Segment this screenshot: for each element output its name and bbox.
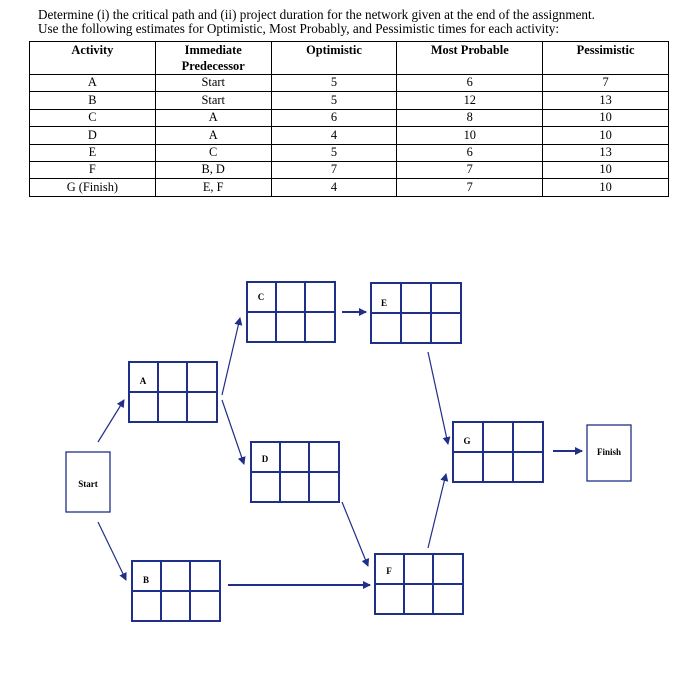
activity-label-g: G — [463, 436, 471, 446]
cell-predecessor: E, F — [155, 179, 271, 196]
activity-node-a — [129, 362, 217, 422]
cell-most-probable: 8 — [397, 109, 543, 126]
cell-predecessor: B, D — [155, 161, 271, 178]
instruction-line-1: Determine (i) the critical path and (ii) project duration for the network given at the end of the assignment. — [38, 7, 595, 22]
cell-pessimistic: 7 — [543, 75, 669, 92]
arrow-a-to-c — [222, 318, 240, 395]
cell-optimistic: 5 — [271, 144, 397, 161]
cell-pessimistic: 13 — [543, 92, 669, 109]
cell-activity: E — [30, 144, 156, 161]
cell-predecessor: C — [155, 144, 271, 161]
instruction-line-2: Use the following estimates for Optimistic, Most Probably, and Pessimistic times for each activity: — [38, 21, 560, 36]
activity-label-d: D — [261, 454, 269, 464]
cell-optimistic: 5 — [271, 75, 397, 92]
arrow-e-to-g — [428, 352, 448, 444]
cell-optimistic: 6 — [271, 109, 397, 126]
cell-optimistic: 5 — [271, 92, 397, 109]
cell-activity: D — [30, 127, 156, 144]
cell-activity: B — [30, 92, 156, 109]
cell-most-probable: 6 — [397, 144, 543, 161]
cell-optimistic: 4 — [271, 127, 397, 144]
cell-activity: F — [30, 161, 156, 178]
cell-most-probable: 7 — [397, 179, 543, 196]
cell-pessimistic: 10 — [543, 109, 669, 126]
cell-activity: C — [30, 109, 156, 126]
activity-label-f: F — [386, 566, 392, 576]
cell-pessimistic: 10 — [543, 161, 669, 178]
arrow-start-to-b — [98, 522, 126, 580]
cell-predecessor: Start — [155, 92, 271, 109]
activity-label-c: C — [257, 292, 265, 302]
activity-label-b: B — [142, 575, 150, 585]
cell-pessimistic: 13 — [543, 144, 669, 161]
cell-optimistic: 7 — [271, 161, 397, 178]
cell-predecessor: A — [155, 127, 271, 144]
cell-predecessor: Start — [155, 75, 271, 92]
header-pessimistic: Pessimistic — [543, 42, 669, 75]
cell-pessimistic: 10 — [543, 179, 669, 196]
cell-most-probable: 12 — [397, 92, 543, 109]
cell-pessimistic: 10 — [543, 127, 669, 144]
arrow-f-to-g — [428, 474, 446, 548]
activity-label-e: E — [380, 298, 388, 308]
cell-activity: G (Finish) — [30, 179, 156, 196]
finish-node-label: Finish — [596, 447, 622, 457]
start-node — [66, 452, 110, 512]
activity-node-f — [375, 554, 463, 614]
activity-label-a: A — [139, 376, 147, 386]
cell-most-probable: 10 — [397, 127, 543, 144]
cell-predecessor: A — [155, 109, 271, 126]
activity-node-g — [453, 422, 543, 482]
cell-most-probable: 6 — [397, 75, 543, 92]
header-activity: Activity — [30, 42, 156, 75]
arrow-d-to-f — [342, 502, 368, 566]
finish-node — [587, 425, 631, 481]
header-predecessor-line2: Predecessor — [181, 59, 245, 73]
start-node-label: Start — [78, 479, 98, 489]
activity-node-d — [251, 442, 339, 502]
activity-node-b — [132, 561, 220, 621]
cell-activity: A — [30, 75, 156, 92]
activity-node-e — [371, 283, 461, 343]
header-optimistic: Optimistic — [271, 42, 397, 75]
header-most-probable: Most Probable — [397, 42, 543, 75]
activity-node-c — [247, 282, 335, 342]
header-predecessor-line1: Immediate — [184, 43, 242, 57]
arrow-a-to-d — [222, 400, 244, 464]
arrow-start-to-a — [98, 400, 124, 442]
cell-most-probable: 7 — [397, 161, 543, 178]
cell-optimistic: 4 — [271, 179, 397, 196]
